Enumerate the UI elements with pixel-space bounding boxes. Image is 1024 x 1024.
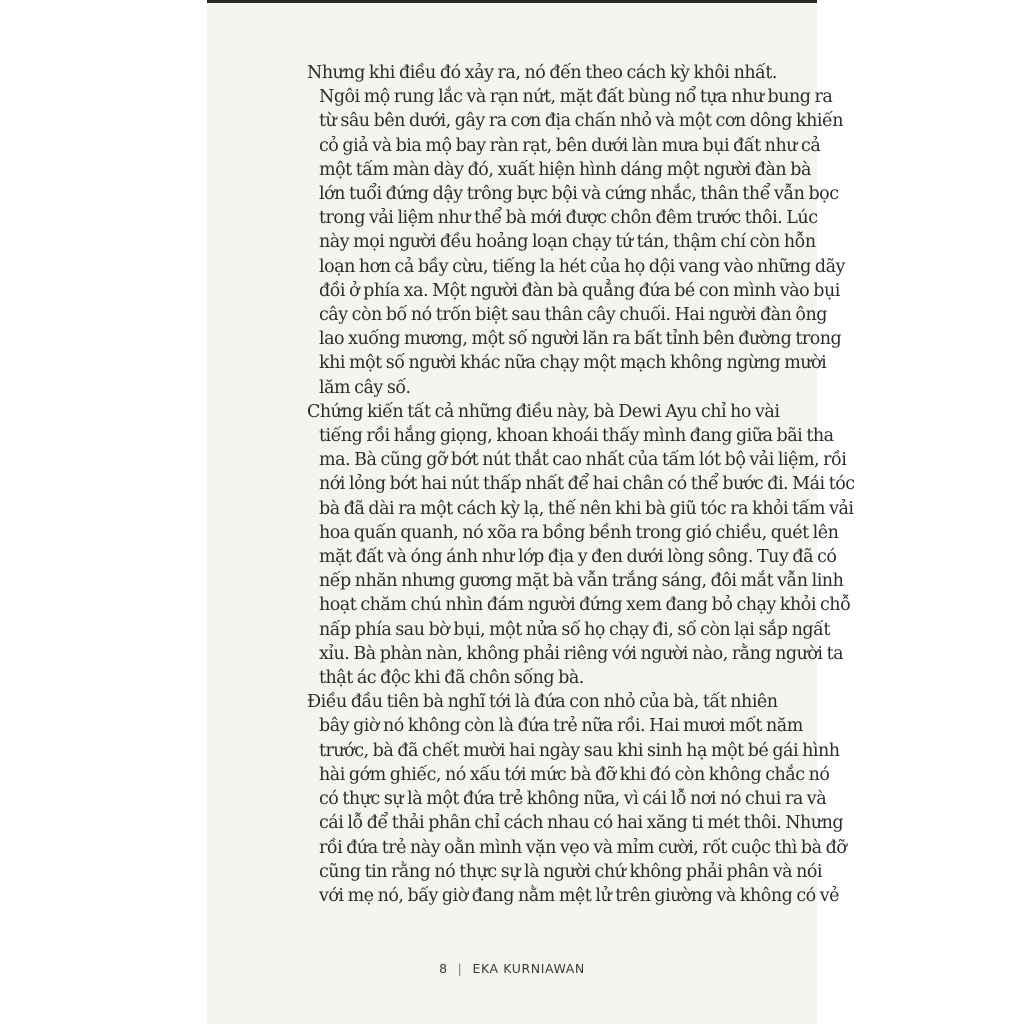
text-line: có thực sự là một đứa trẻ không nữa, vì cái lỗ nơi nó chui ra và (319, 789, 827, 810)
text-line: Ngôi mộ rung lắc và rạn nứt, mặt đất bùng nổ tựa như bung ra (319, 87, 833, 108)
text-line: tiếng rồi hắng giọng, khoan khoái thấy mình đang giữa bãi tha (319, 426, 834, 447)
text-line: nới lỏng bớt hai nút thấp nhất để hai chân có thể bước đi. Mái tóc (319, 474, 855, 495)
paragraph (259, 690, 847, 908)
text-line: khi một số người khác nữa chạy một mạch không ngừng mười (319, 353, 827, 374)
book-page (207, 0, 855, 1024)
paragraph (259, 61, 845, 400)
text-line: hoạt chăm chú nhìn đám người đứng xem đang bỏ chạy khỏi chỗ (319, 595, 851, 616)
text-line: nấp phía sau bờ bụi, một nửa số họ chạy đi, số còn lại sắp ngất (319, 619, 830, 640)
text-line: lao xuống mương, một số người lăn ra bất tỉnh bên đường trong (319, 329, 842, 350)
text-line: bà đã dài ra một cách kỳ lạ, thế nên khi bà giũ tóc ra khỏi tấm vải (319, 498, 854, 519)
text-line: bây giờ nó không còn là đứa trẻ nữa rồi. Hai mươi mốt năm (319, 716, 803, 737)
text-line: đồi ở phía xa. Một người đàn bà quẳng đứa bé con mình vào bụi (319, 280, 840, 301)
text-line: cây còn bố nó trốn biệt sau thân cây chuối. Hai người đàn ông (319, 305, 827, 326)
text-line: rồi đứa trẻ này oằn mình vặn vẹo và mỉm cười, rốt cuộc thì bà đỡ (319, 837, 847, 858)
text-line: cái lỗ để thải phân chỉ cách nhau có hai xăng ti mét thôi. Nhưng (319, 813, 844, 834)
text-line: ma. Bà cũng gỡ bớt nút thắt cao nhất của tấm lót bộ vải liệm, rồi (319, 450, 847, 471)
text-line: Nhưng khi điều đó xảy ra, nó đến theo cách kỳ khôi nhất. (307, 63, 777, 83)
text-line: từ sâu bên dưới, gây ra cơn địa chấn nhỏ và một cơn dông khiến (319, 111, 843, 132)
text-line: thật ác độc khi đã chôn sống bà. (319, 668, 584, 689)
text-line: xỉu. Bà phàn nàn, không phải riêng với người nào, rằng người ta (319, 643, 844, 664)
text-line: hài gớm ghiếc, nó xấu tới mức bà đỡ khi đó còn không chắc nó (319, 764, 830, 785)
text-line: nếp nhăn nhưng gương mặt bà vẫn trắng sáng, đôi mắt vẫn linh (319, 571, 844, 592)
text-line: hoa quấn quanh, nó xõa ra bồng bềnh trong gió chiều, quét lên (319, 522, 839, 543)
text-line: Chứng kiến tất cả những điều này, bà Dewi Ayu chỉ ho vài (307, 401, 780, 422)
text-line: lăm cây số. (319, 377, 411, 398)
page-footer (207, 961, 817, 976)
footer-separator: | (457, 961, 463, 976)
text-line: này mọi người đều hoảng loạn chạy tứ tán, thậm chí còn hỗn (319, 232, 816, 253)
text-line: một tấm màn dày đó, xuất hiện hình dáng một người đàn bà (319, 159, 811, 180)
text-line: mặt đất và óng ánh như lớp địa y đen dưới lòng sông. Tuy đã có (319, 547, 837, 568)
body-text (259, 61, 855, 908)
paragraph (259, 400, 855, 690)
text-line: cỏ giả và bia mộ bay ràn rạt, bên dưới làn mưa bụi đất như cả (319, 135, 821, 156)
author-name: EKA KURNIAWAN (472, 961, 585, 976)
text-line: cũng tin rằng nó thực sự là người chứ không phải phân và nói (319, 861, 823, 882)
text-line: trong vải liệm như thể bà mới được chôn đêm trước thôi. Lúc (319, 208, 818, 229)
text-line: loạn hơn cả bầy cừu, tiếng la hét của họ dội vang vào những dãy (319, 256, 845, 277)
text-line: Điều đầu tiên bà nghĩ tới là đứa con nhỏ của bà, tất nhiên (307, 692, 778, 713)
text-line: lớn tuổi đứng dậy trông bực bội và cứng nhắc, thân thể vẫn bọc (319, 184, 839, 205)
text-line: trước, bà đã chết mười hai ngày sau khi sinh hạ một bé gái hình (319, 740, 840, 761)
text-line: với mẹ nó, bấy giờ đang nằm mệt lử trên giường và không có vẻ (319, 885, 840, 906)
page-number: 8 (439, 961, 448, 976)
